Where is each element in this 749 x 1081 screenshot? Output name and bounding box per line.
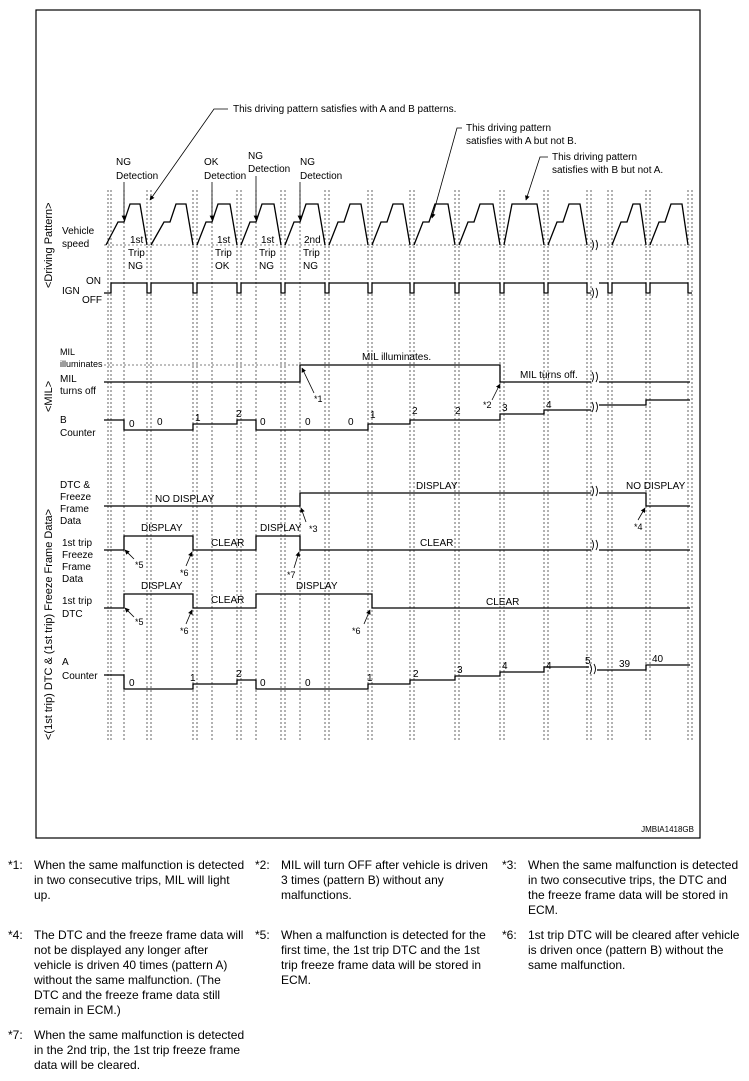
break-marks	[590, 240, 598, 674]
detection-3-line2: Detection	[248, 164, 291, 175]
b-counter-label-line1: B	[60, 415, 67, 426]
a-counter-value: 0	[260, 678, 266, 689]
ff1-label-line3: Frame	[62, 562, 91, 573]
ff1-display-1: DISPLAY	[141, 523, 183, 534]
callout-b-not-a-line2: satisfies with B but not A.	[552, 165, 664, 176]
dtc1-waveform	[104, 594, 690, 608]
ign-waveform	[104, 283, 692, 293]
b-counter-value: 2	[455, 406, 461, 417]
ign-on-label: ON	[86, 276, 101, 287]
footnote-text: When the same malfunction is detected in two consecutive trips, the DTC and the freeze frame data will be stored in ECM.	[528, 858, 739, 917]
mil-illuminates-state: MIL illuminates.	[362, 352, 432, 363]
footnote-text: When the same malfunction is detected in two consecutive trips, MIL will light up.	[34, 858, 245, 902]
ff1-clear-2: CLEAR	[420, 538, 454, 549]
a-counter-value: 40	[652, 654, 664, 665]
ff1-display-2: DISPLAY	[260, 523, 302, 534]
dtc-section-label: <(1st trip) DTC & (1st trip) Freeze Frame Data>	[43, 508, 55, 740]
b-counter-value: 4	[546, 400, 552, 411]
b-counter-value: 1	[195, 413, 201, 424]
a-counter-value: 5	[585, 656, 591, 667]
a-counter-value: 3	[457, 665, 463, 676]
mil-turns-off-state: MIL turns off.	[520, 370, 578, 381]
callout-a-not-b-line1: This driving pattern	[466, 123, 552, 134]
ff1-clear-1: CLEAR	[211, 538, 245, 549]
mil-illuminates-label-line1: MIL	[60, 347, 76, 357]
dtc1-display-1: DISPLAY	[141, 581, 183, 592]
dtc1-clear-2: CLEAR	[486, 597, 520, 608]
marker-label: *4	[634, 522, 643, 532]
b-counter-value: 3	[502, 403, 508, 414]
vehicle-speed-label-line2: speed	[62, 239, 90, 250]
trip-3-line3: NG	[259, 261, 274, 272]
trip-boundary-lines	[108, 190, 692, 742]
a-counter-value: 4	[546, 661, 552, 672]
trip-2-line1: 1st	[217, 235, 231, 246]
footnote-number: *4:	[8, 928, 23, 942]
ign-label: IGN	[62, 286, 80, 297]
a-counter-label-line2: Counter	[62, 671, 98, 682]
a-counter-value: 1	[190, 673, 196, 684]
dtc-ff-label-line3: Frame	[60, 504, 89, 515]
mil-illuminates-label-line2: illuminates	[60, 359, 103, 369]
ff1-label-line2: Freeze	[62, 550, 94, 561]
a-counter-value: 4	[502, 661, 508, 672]
dtc1-clear-1: CLEAR	[211, 595, 245, 606]
a-counter-value: 0	[305, 678, 311, 689]
ff1-label-line1: 1st trip	[62, 538, 93, 549]
dtc-ff-display: DISPLAY	[416, 481, 458, 492]
trip-2-line3: OK	[215, 261, 230, 272]
trip-labels	[128, 235, 321, 272]
dtc1-label-line2: DTC	[62, 609, 83, 620]
b-counter-value: 0	[348, 417, 354, 428]
footnote-text: The DTC and the freeze frame data will not be displayed any longer after vehicle is driven 40 times (pattern A) without the same malfunction. (The DTC and the freeze frame data still remain in ECM.)	[34, 928, 244, 1017]
trip-1-line1: 1st	[130, 235, 144, 246]
a-counter-label-line1: A	[62, 657, 69, 668]
dtc-ff-label-line1: DTC &	[60, 480, 90, 491]
detection-1-line2: Detection	[116, 171, 159, 182]
b-counter-value: 2	[412, 406, 418, 417]
callout-b-not-a-leader	[526, 157, 548, 200]
marker-label: *6	[180, 568, 189, 578]
b-counter-waveform	[104, 400, 690, 430]
dtc1-display-2: DISPLAY	[296, 581, 338, 592]
ign-off-label: OFF	[82, 295, 102, 306]
detection-4-line2: Detection	[300, 171, 343, 182]
footnote-text: 1st trip DTC will be cleared after vehicle is driven once (pattern B) without the same malfunction.	[528, 928, 740, 972]
detection-1-line1: NG	[116, 157, 131, 168]
footnote-text: When the same malfunction is detected in the 2nd trip, the 1st trip freeze frame data will be cleared.	[34, 1028, 245, 1072]
dtc1-label-line1: 1st trip	[62, 596, 93, 607]
b-counter-label-line2: Counter	[60, 428, 96, 439]
detection-2-line1: OK	[204, 157, 219, 168]
footnote-number: *6:	[502, 928, 517, 942]
dtc-ff-label-line2: Freeze	[60, 492, 92, 503]
b-counter-value: 1	[370, 410, 376, 421]
footnote-number: *2:	[255, 858, 270, 872]
dtc-ff-no-display-left: NO DISPLAY	[155, 494, 215, 505]
callout-b-not-a-line1: This driving pattern	[552, 152, 638, 163]
callout-ab: This driving pattern satisfies with A and B patterns.	[233, 104, 457, 115]
a-counter-value: 2	[236, 669, 242, 680]
a-counter-value: 0	[129, 678, 135, 689]
trip-4-line3: NG	[303, 261, 318, 272]
marker-label: *6	[180, 626, 189, 636]
a-counter-value: 1	[367, 673, 373, 684]
marker-label: *3	[309, 524, 318, 534]
trip-2-line2: Trip	[215, 248, 232, 259]
marker-label: *5	[135, 560, 144, 570]
mil-off-label-line1: MIL	[60, 374, 77, 385]
footnote-text: When a malfunction is detected for the first time, the 1st trip DTC and the 1st trip freeze frame data will be stored in ECM.	[281, 928, 486, 987]
marker-label: *1	[314, 394, 323, 404]
mil-off-label-line2: turns off	[60, 386, 96, 397]
marker-label: *7	[287, 570, 296, 580]
marker-label: *6	[352, 626, 361, 636]
dtc-ff-no-display-right: NO DISPLAY	[626, 481, 686, 492]
callout-ab-leader	[150, 109, 228, 200]
marker-label: *5	[135, 617, 144, 627]
b-counter-value: 0	[129, 419, 135, 430]
trip-4-line1: 2nd	[304, 235, 321, 246]
b-counter-value: 2	[236, 409, 242, 420]
ff1-waveform	[104, 536, 690, 550]
b-counter-value: 0	[157, 417, 163, 428]
footnote-number: *3:	[502, 858, 517, 872]
trip-3-line1: 1st	[261, 235, 275, 246]
detection-3-line1: NG	[248, 151, 263, 162]
trip-4-line2: Trip	[303, 248, 320, 259]
detection-2-line2: Detection	[204, 171, 247, 182]
b-counter-value: 0	[305, 417, 311, 428]
detection-4-line1: NG	[300, 157, 315, 168]
dtc-ff-label-line4: Data	[60, 516, 82, 527]
ff1-label-line4: Data	[62, 574, 84, 585]
footnotes	[0, 852, 749, 1081]
driving-pattern-section-label: <Driving Pattern>	[43, 202, 55, 288]
footnote-number: *7:	[8, 1028, 23, 1042]
callout-a-not-b-line2: satisfies with A but not B.	[466, 136, 577, 147]
mil-section-label: <MIL>	[43, 380, 55, 412]
b-counter-value: 0	[260, 417, 266, 428]
footnote-number: *5:	[255, 928, 270, 942]
footnote-number: *1:	[8, 858, 23, 872]
trip-3-line2: Trip	[259, 248, 276, 259]
marker-label: *2	[483, 400, 492, 410]
a-counter-value: 39	[619, 659, 631, 670]
footnote-text: MIL will turn OFF after vehicle is driven 3 times (pattern B) without any malfunctions.	[281, 858, 488, 902]
vehicle-speed-label-line1: Vehicle	[62, 226, 95, 237]
figure-id: JMBIA1418GB	[641, 825, 694, 834]
trip-1-line2: Trip	[128, 248, 145, 259]
mil-waveform	[104, 365, 690, 382]
a-counter-value: 2	[413, 669, 419, 680]
trip-1-line3: NG	[128, 261, 143, 272]
